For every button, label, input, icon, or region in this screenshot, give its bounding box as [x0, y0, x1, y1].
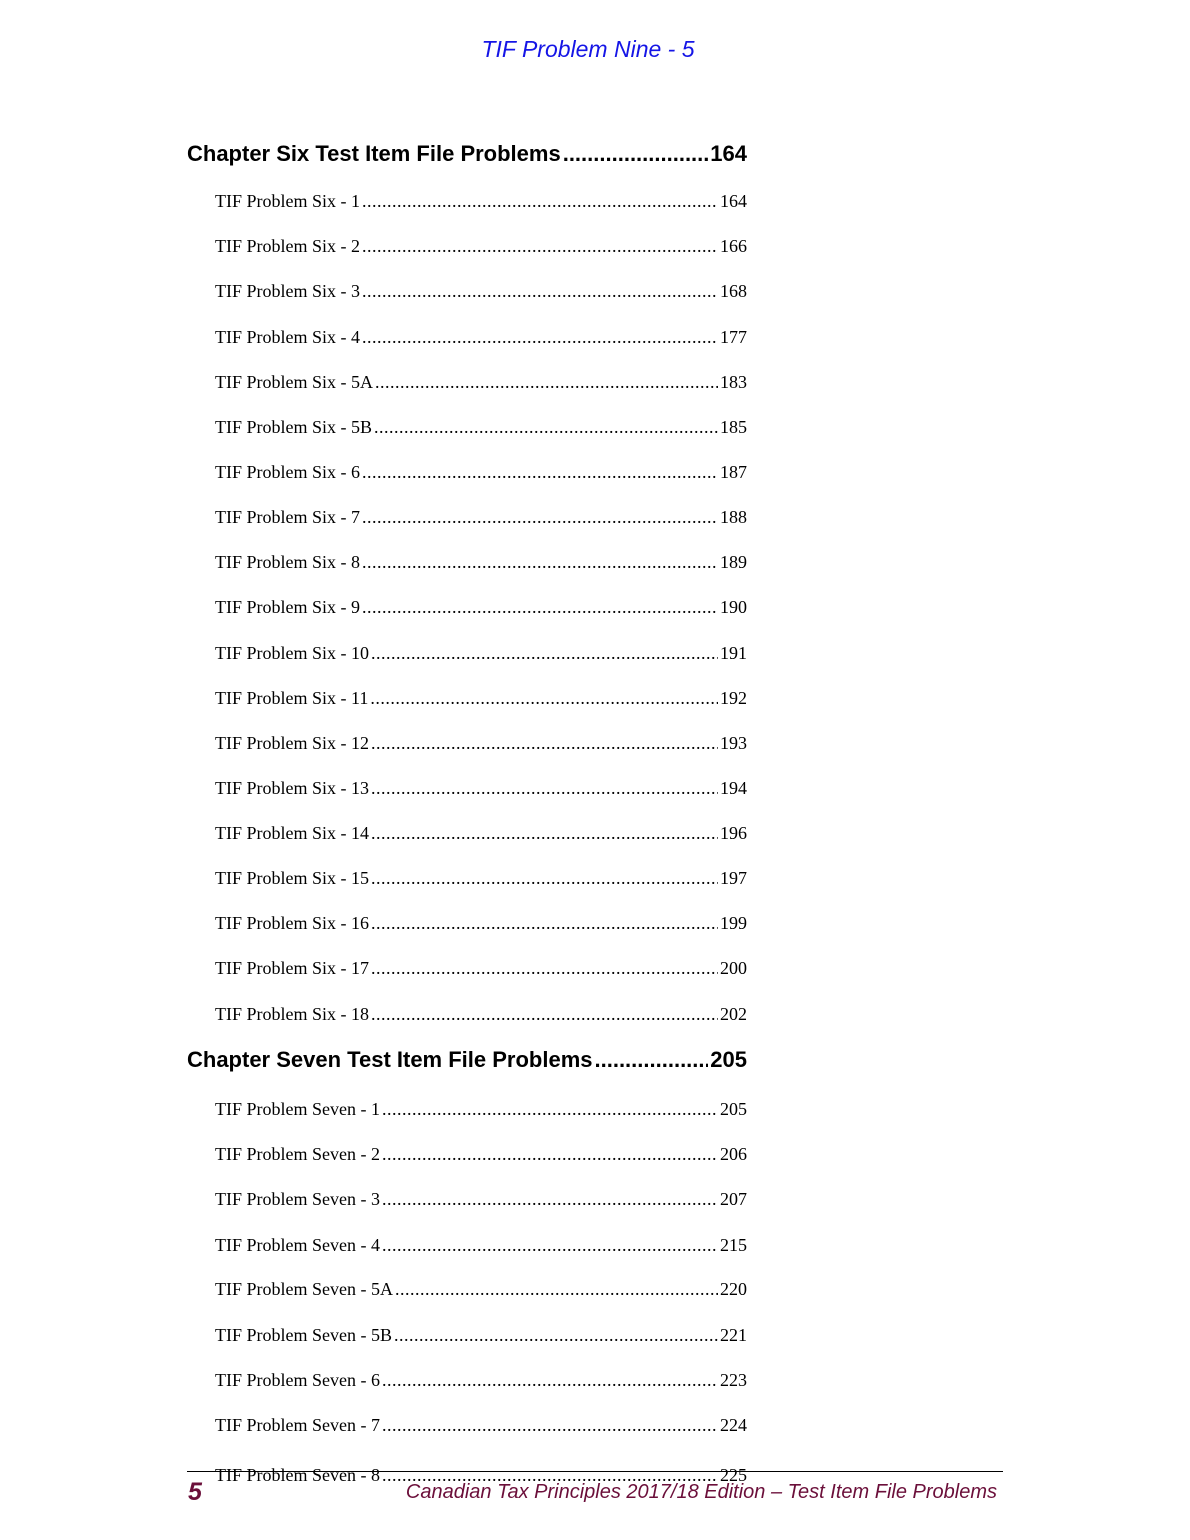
toc-entry[interactable] — [215, 777, 747, 799]
toc-entry-title: TIF Problem Six - 1 — [215, 191, 361, 211]
toc-entry-title: TIF Problem Six - 7 — [215, 507, 361, 527]
toc-entry-page: 193 — [720, 733, 747, 753]
toc-dot-leader — [371, 642, 718, 664]
toc-entry-page: 191 — [720, 643, 747, 663]
toc-entry-page: 192 — [720, 688, 747, 708]
toc-dot-leader — [382, 1234, 718, 1256]
toc-entry[interactable] — [215, 371, 747, 393]
toc-dot-leader — [382, 1369, 718, 1391]
toc-page-number: 205 — [710, 1047, 747, 1072]
toc-entry-title: TIF Problem Six - 17 — [215, 958, 370, 978]
toc-entry[interactable] — [215, 1188, 747, 1210]
toc-entry-page: 215 — [720, 1235, 747, 1255]
toc-entry-title: TIF Problem Six - 5B — [215, 417, 373, 437]
toc-entry[interactable] — [215, 1143, 747, 1165]
toc-entry-title: TIF Problem Six - 10 — [215, 643, 370, 663]
toc-entry[interactable] — [215, 732, 747, 754]
toc-entry-title: TIF Problem Six - 15 — [215, 868, 370, 888]
toc-dot-leader — [374, 416, 718, 438]
toc-dot-leader — [395, 1278, 718, 1300]
toc-dot-leader — [375, 371, 718, 393]
toc-dot-leader — [362, 461, 718, 483]
toc-dot-leader — [394, 1324, 718, 1346]
toc-entry-page: 206 — [720, 1144, 747, 1164]
toc-entry-title: TIF Problem Six - 18 — [215, 1004, 370, 1024]
toc-entry[interactable] — [215, 551, 747, 573]
toc-entry[interactable] — [215, 642, 747, 664]
toc-entry-page: 196 — [720, 823, 747, 843]
toc-entry-page: 207 — [720, 1189, 747, 1209]
toc-entry-title: TIF Problem Seven - 4 — [215, 1235, 380, 1255]
toc-dot-leader — [362, 280, 718, 302]
toc-entry-title: TIF Problem Six - 11 — [215, 688, 369, 708]
toc-entry-title: TIF Problem Six - 9 — [215, 597, 361, 617]
toc-entry[interactable] — [215, 1278, 747, 1300]
toc-entry-title: TIF Problem Seven - 5A — [215, 1279, 393, 1299]
toc-dot-leader — [382, 1098, 718, 1120]
toc-entry-page: 200 — [720, 958, 747, 978]
toc-entry-title: TIF Problem Seven - 5B — [215, 1325, 392, 1345]
toc-entry-page: 168 — [720, 281, 747, 301]
toc-entry-page: 183 — [720, 372, 747, 392]
toc-entry-page: 177 — [720, 327, 747, 347]
toc-entry[interactable] — [215, 822, 747, 844]
toc-entry-page: 166 — [720, 236, 747, 256]
toc-entry-page: 190 — [720, 597, 747, 617]
toc-entry[interactable] — [215, 596, 747, 618]
toc-entry-page: 221 — [720, 1325, 747, 1345]
toc-entry-title: TIF Problem Six - 14 — [215, 823, 370, 843]
toc-entry-page: 194 — [720, 778, 747, 798]
toc-entry[interactable] — [215, 235, 747, 257]
toc-dot-leader — [362, 551, 718, 573]
footer-page-number: 5 — [188, 1478, 202, 1506]
toc-entry-page: 185 — [720, 417, 747, 437]
toc-dot-leader — [382, 1414, 718, 1436]
toc-dot-leader — [362, 235, 718, 257]
toc-page-number: 164 — [710, 141, 747, 166]
toc-entry-page: 189 — [720, 552, 747, 572]
footer-rule — [187, 1471, 1003, 1472]
toc-dot-leader — [371, 1003, 718, 1025]
toc-entry[interactable] — [215, 687, 747, 709]
toc-entry-page: 197 — [720, 868, 747, 888]
toc-dot-leader — [362, 506, 718, 528]
toc-entry[interactable] — [215, 1414, 747, 1436]
toc-dot-leader — [362, 596, 718, 618]
toc-chapter-title: Chapter Six Test Item File Problems — [187, 141, 561, 166]
toc-entry-page: 224 — [720, 1415, 747, 1435]
toc-entry-title: TIF Problem Six - 8 — [215, 552, 361, 572]
toc-entry[interactable] — [215, 280, 747, 302]
toc-entry[interactable] — [215, 1098, 747, 1120]
toc-entry-page: 187 — [720, 462, 747, 482]
toc-entry-title: TIF Problem Six - 16 — [215, 913, 370, 933]
toc-dot-leader — [362, 190, 718, 212]
toc-entry-title: TIF Problem Six - 5A — [215, 372, 374, 392]
toc-entry-title: TIF Problem Six - 3 — [215, 281, 361, 301]
toc-entry[interactable] — [215, 1324, 747, 1346]
toc-entry-page: 188 — [720, 507, 747, 527]
toc-entry-title: TIF Problem Six - 4 — [215, 327, 361, 347]
toc-dot-leader — [371, 822, 718, 844]
toc-entry-page: 164 — [720, 191, 747, 211]
toc-entry-page: 220 — [720, 1279, 747, 1299]
toc-entry-title: TIF Problem Seven - 2 — [215, 1144, 380, 1164]
toc-entry[interactable] — [215, 1234, 747, 1256]
toc-entry-title: TIF Problem Six - 6 — [215, 462, 361, 482]
toc-dot-leader — [371, 957, 718, 979]
toc-entry-title: TIF Problem Seven - 1 — [215, 1099, 380, 1119]
toc-dot-leader — [371, 777, 718, 799]
toc-entry-page: 223 — [720, 1370, 747, 1390]
toc-entry[interactable] — [215, 867, 747, 889]
footer-book-title: Canadian Tax Principles 2017/18 Edition – Test Item File Problems — [405, 1481, 997, 1503]
toc-chapter-seven-heading[interactable] — [187, 1046, 747, 1074]
toc-entry-page: 199 — [720, 913, 747, 933]
toc-entry-title: TIF Problem Six - 13 — [215, 778, 370, 798]
toc-dot-leader — [370, 687, 718, 709]
toc-entry[interactable] — [215, 190, 747, 212]
toc-dot-leader — [371, 912, 718, 934]
toc-entry-page: 202 — [720, 1004, 747, 1024]
toc-chapter-six-heading[interactable] — [187, 140, 747, 168]
toc-dot-leader — [371, 732, 718, 754]
toc-entry[interactable] — [215, 461, 747, 483]
toc-dot-leader — [362, 326, 718, 348]
toc-dot-leader — [563, 140, 709, 168]
toc-dot-leader — [595, 1046, 709, 1074]
toc-dot-leader — [371, 867, 718, 889]
running-header: TIF Problem Nine - 5 — [481, 36, 695, 62]
toc-entry-page: 225 — [720, 1465, 747, 1485]
toc-chapter-title: Chapter Seven Test Item File Problems — [187, 1047, 593, 1072]
toc-entry-title: TIF Problem Six - 12 — [215, 733, 370, 753]
toc-entry[interactable] — [215, 912, 747, 934]
toc-entry[interactable] — [215, 506, 747, 528]
toc-dot-leader — [382, 1188, 718, 1210]
toc-entry[interactable] — [215, 1003, 747, 1025]
toc-entry[interactable] — [215, 957, 747, 979]
toc-entry[interactable] — [215, 416, 747, 438]
toc-entry[interactable] — [215, 326, 747, 348]
toc-dot-leader — [382, 1143, 718, 1165]
toc-entry-title: TIF Problem Seven - 7 — [215, 1415, 380, 1435]
toc-entry-title: TIF Problem Seven - 8 — [215, 1465, 380, 1485]
toc-entry-title: TIF Problem Seven - 6 — [215, 1370, 380, 1390]
toc-entry-title: TIF Problem Seven - 3 — [215, 1189, 380, 1209]
toc-entry[interactable] — [215, 1369, 747, 1391]
toc-entry-title: TIF Problem Six - 2 — [215, 236, 361, 256]
toc-entry-page: 205 — [720, 1099, 747, 1119]
